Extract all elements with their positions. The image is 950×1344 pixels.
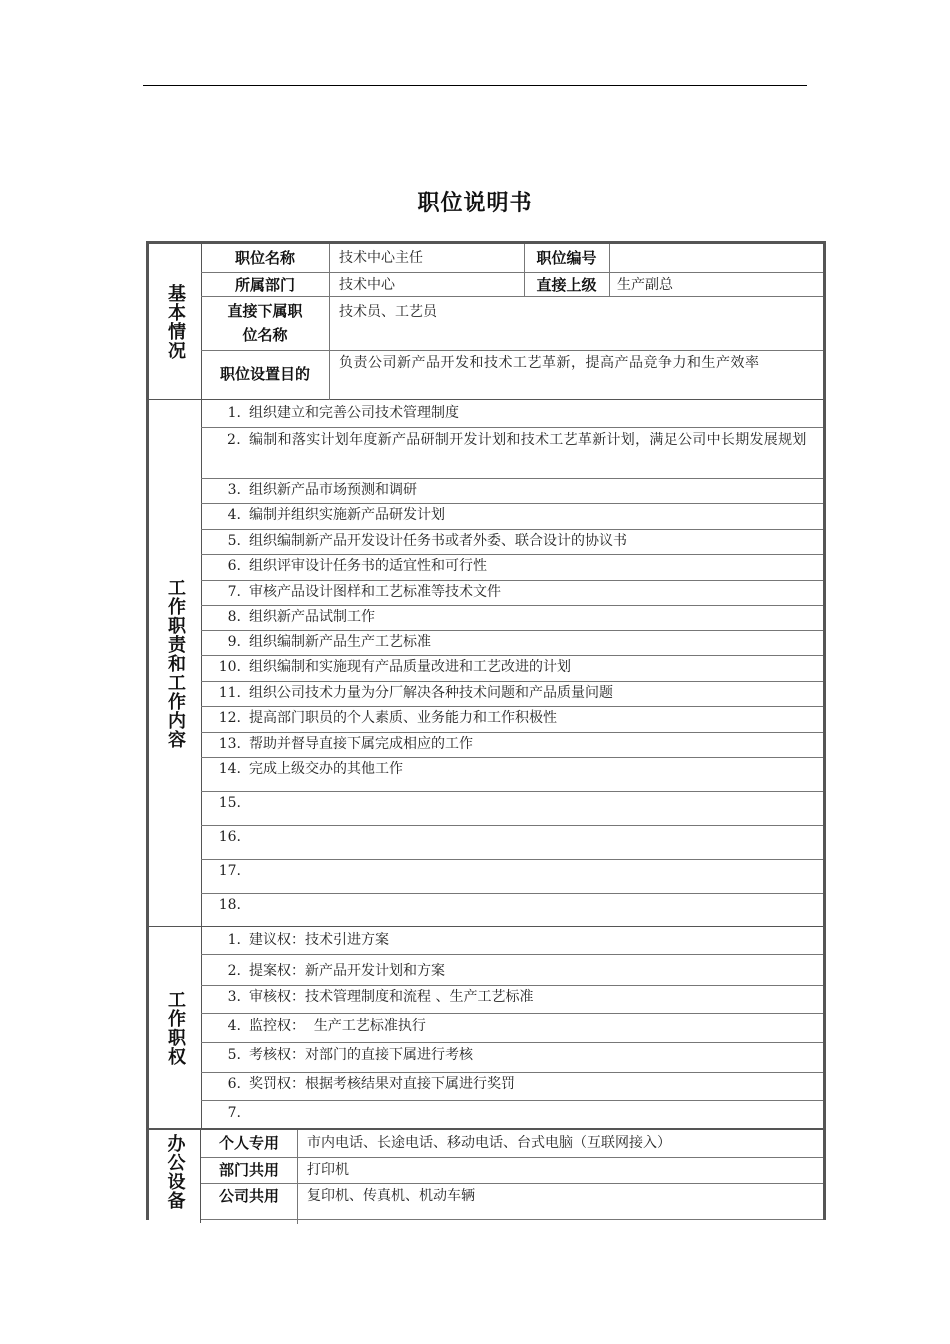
equipment-value-department: 打印机 [307, 1162, 349, 1178]
authority-section [149, 927, 823, 1129]
basic-info-section-label-cell [149, 244, 202, 399]
duty-item: 9. 组织编制新产品生产工艺标准 [227, 634, 431, 650]
duty-item: 14. 完成上级交办的其他工作 [218, 761, 403, 777]
duty-item: 8. 组织新产品试制工作 [227, 609, 375, 625]
position-code-label: 职位编号 [536, 249, 597, 267]
job-description-table [146, 241, 826, 1220]
duty-item: 2. 编制和落实计划年度新产品研制开发计划和技术工艺革新计划，满足公司中长期发展规划 [227, 432, 807, 448]
duties-section [149, 400, 823, 927]
duties-section-label: 工作职责和工作内容 [165, 577, 186, 749]
duty-item: 17. [218, 863, 241, 879]
duty-item: 12. 提高部门职员的个人素质、业务能力和工作积极性 [218, 710, 557, 726]
document-title: 职位说明书 [417, 191, 533, 216]
superior-value: 生产副总 [617, 277, 673, 293]
equipment-value-company: 复印机、传真机、机动车辆 [307, 1188, 475, 1204]
purpose-value: 负责公司新产品开发和技术工艺革新，提高产品竞争力和生产效率 [339, 355, 760, 371]
subordinate-label: 直接下属职位名称 [227, 302, 303, 344]
authority-section-label: 工作职权 [165, 989, 186, 1066]
position-name-label: 职位名称 [234, 249, 295, 267]
equipment-value-personal: 市内电话、长途电话、移动电话、台式电脑（互联网接入） [307, 1135, 671, 1151]
authority-item: 4. 监控权： 生产工艺标准执行 [227, 1018, 426, 1034]
equipment-section-label-cell [149, 1130, 201, 1223]
duty-item: 15. [218, 795, 241, 811]
equipment-label-company: 公司共用 [218, 1187, 279, 1205]
duty-item: 6. 组织评审设计任务书的适宜性和可行性 [227, 558, 487, 574]
duty-item: 1. 组织建立和完善公司技术管理制度 [227, 405, 459, 421]
equipment-section-label: 办公设备 [164, 1134, 186, 1210]
position-name-value: 技术中心主任 [339, 250, 423, 266]
duty-item: 18. [218, 897, 241, 913]
duty-item: 3. 组织新产品市场预测和调研 [227, 482, 417, 498]
basic-info-section [149, 244, 823, 400]
authority-item: 6. 奖罚权：根据考核结果对直接下属进行奖罚 [227, 1076, 515, 1092]
equipment-label-department: 部门共用 [218, 1161, 279, 1179]
duty-item: 16. [218, 829, 241, 845]
duty-item: 11. 组织公司技术力量为分厂解决各种技术问题和产品质量问题 [218, 685, 613, 701]
equipment-section [149, 1129, 823, 1223]
subordinates-value: 技术员、工艺员 [339, 304, 437, 320]
superior-label: 直接上级 [536, 276, 597, 294]
authority-item: 1. 建议权：技术引进方案 [227, 932, 389, 948]
department-value: 技术中心 [339, 277, 395, 293]
header-rule [143, 85, 807, 86]
authority-item: 2. 提案权：新产品开发计划和方案 [227, 963, 445, 979]
duties-section-label-cell [149, 400, 202, 926]
authority-item: 7. [227, 1105, 241, 1121]
duty-item: 7. 审核产品设计图样和工艺标准等技术文件 [227, 584, 501, 600]
department-label: 所属部门 [234, 276, 295, 294]
authority-item: 5. 考核权：对部门的直接下属进行考核 [227, 1047, 473, 1063]
authority-item: 3. 审核权：技术管理制度和流程 、生产工艺标准 [227, 989, 534, 1005]
authority-section-label-cell [149, 927, 202, 1128]
duty-item: 5. 组织编制新产品开发设计任务书或者外委、联合设计的协议书 [227, 533, 627, 549]
duty-item: 4. 编制并组织实施新产品研发计划 [227, 507, 445, 523]
purpose-label: 职位设置目的 [219, 365, 310, 383]
basic-info-section-label: 基本情况 [165, 283, 186, 360]
duty-item: 13. 帮助并督导直接下属完成相应的工作 [218, 736, 473, 752]
equipment-label-personal: 个人专用 [218, 1134, 279, 1152]
duty-item: 10. 组织编制和实施现有产品质量改进和工艺改进的计划 [218, 659, 571, 675]
